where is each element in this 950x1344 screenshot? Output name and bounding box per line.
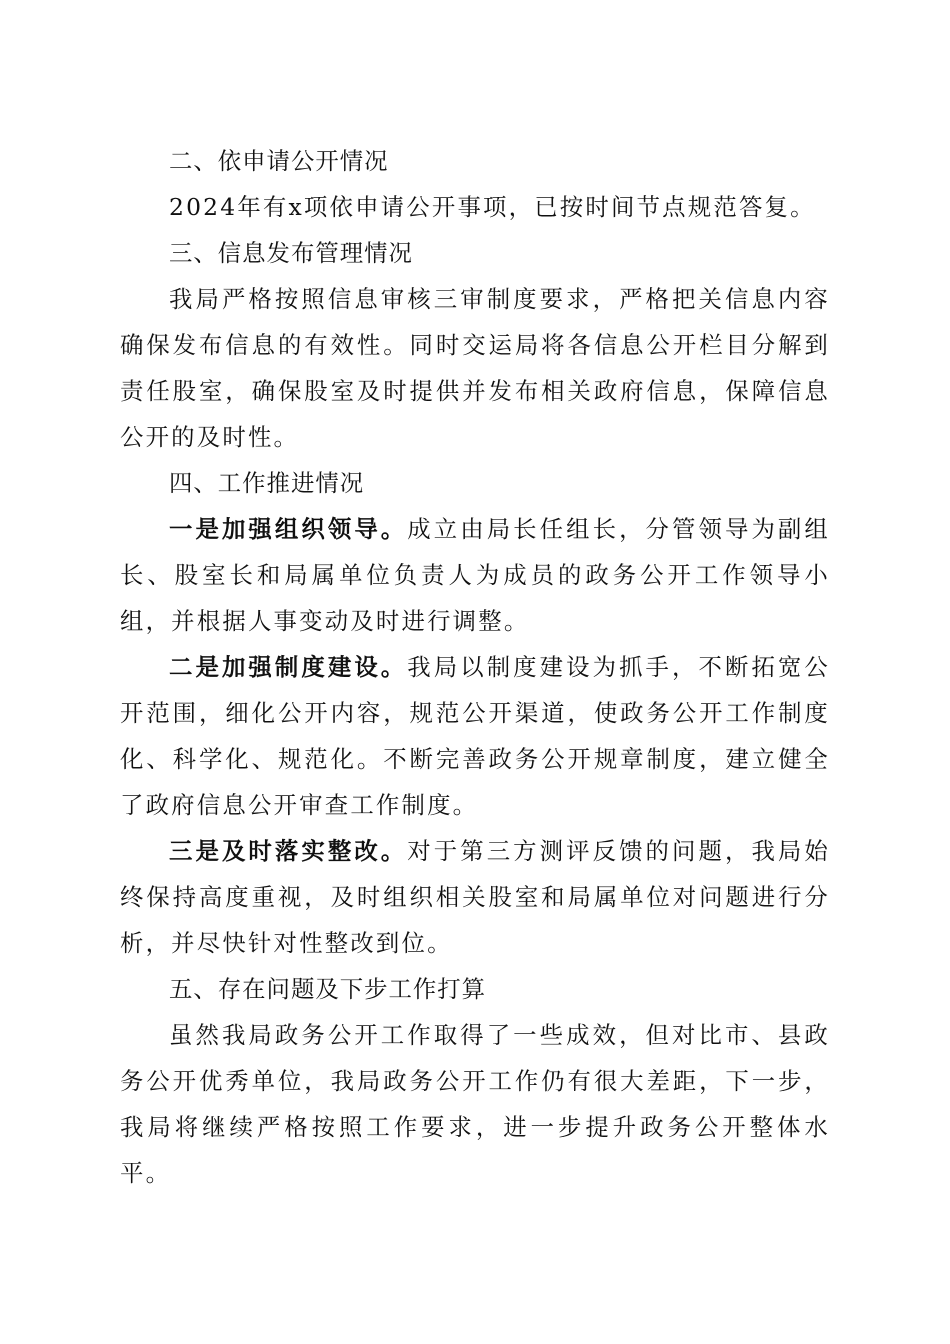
section-heading-work-progress: 四、工作推进情况 — [169, 469, 365, 497]
document-body — [120, 138, 830, 1196]
paragraph-rectification — [120, 828, 830, 966]
paragraph-lead: 三是及时落实整改。 — [169, 837, 408, 865]
section-heading-info-release: 三、信息发布管理情况 — [169, 239, 413, 267]
paragraph-lead: 一是加强组织领导。 — [169, 515, 408, 543]
paragraph-organization — [120, 506, 830, 644]
paragraph-lead: 二是加强制度建设。 — [169, 653, 408, 681]
paragraph-problems-next-steps — [120, 1012, 830, 1196]
section-heading-problems-next-steps: 五、存在问题及下步工作打算 — [169, 975, 487, 1003]
paragraph-text: 2024年有x项依申请公开事项，已按时间节点规范答复。 — [169, 193, 816, 221]
paragraph-application-disclosure — [120, 184, 830, 230]
paragraph-system-building — [120, 644, 830, 828]
paragraph-info-release — [120, 276, 830, 460]
paragraph-text: 我局以制度建设为抓手，不断拓宽公开范围，细化公开内容，规范公开渠道，使政务公开工作制度化、科学化、规范化。不断完善政务公开规章制度，建立健全了政府信息公开审查工作制度。 — [120, 653, 830, 819]
paragraph-text: 对于第三方测评反馈的问题，我局始终保持高度重视，及时组织相关股室和局属单位对问题进行分析，并尽快针对性整改到位。 — [120, 837, 830, 957]
paragraph-text: 我局严格按照信息审核三审制度要求，严格把关信息内容确保发布信息的有效性。同时交运局将各信息公开栏目分解到责任股室，确保股室及时提供并发布相关政府信息，保障信息公开的及时性。 — [120, 285, 830, 451]
paragraph-text: 成立由局长任组长，分管领导为副组长、股室长和局属单位负责人为成员的政务公开工作领导小组，并根据人事变动及时进行调整。 — [120, 515, 830, 635]
section-heading-application-disclosure: 二、依申请公开情况 — [169, 147, 389, 175]
paragraph-text: 虽然我局政务公开工作取得了一些成效，但对比市、县政务公开优秀单位，我局政务公开工作仍有很大差距，下一步，我局将继续严格按照工作要求，进一步提升政务公开整体水平。 — [120, 1021, 830, 1187]
